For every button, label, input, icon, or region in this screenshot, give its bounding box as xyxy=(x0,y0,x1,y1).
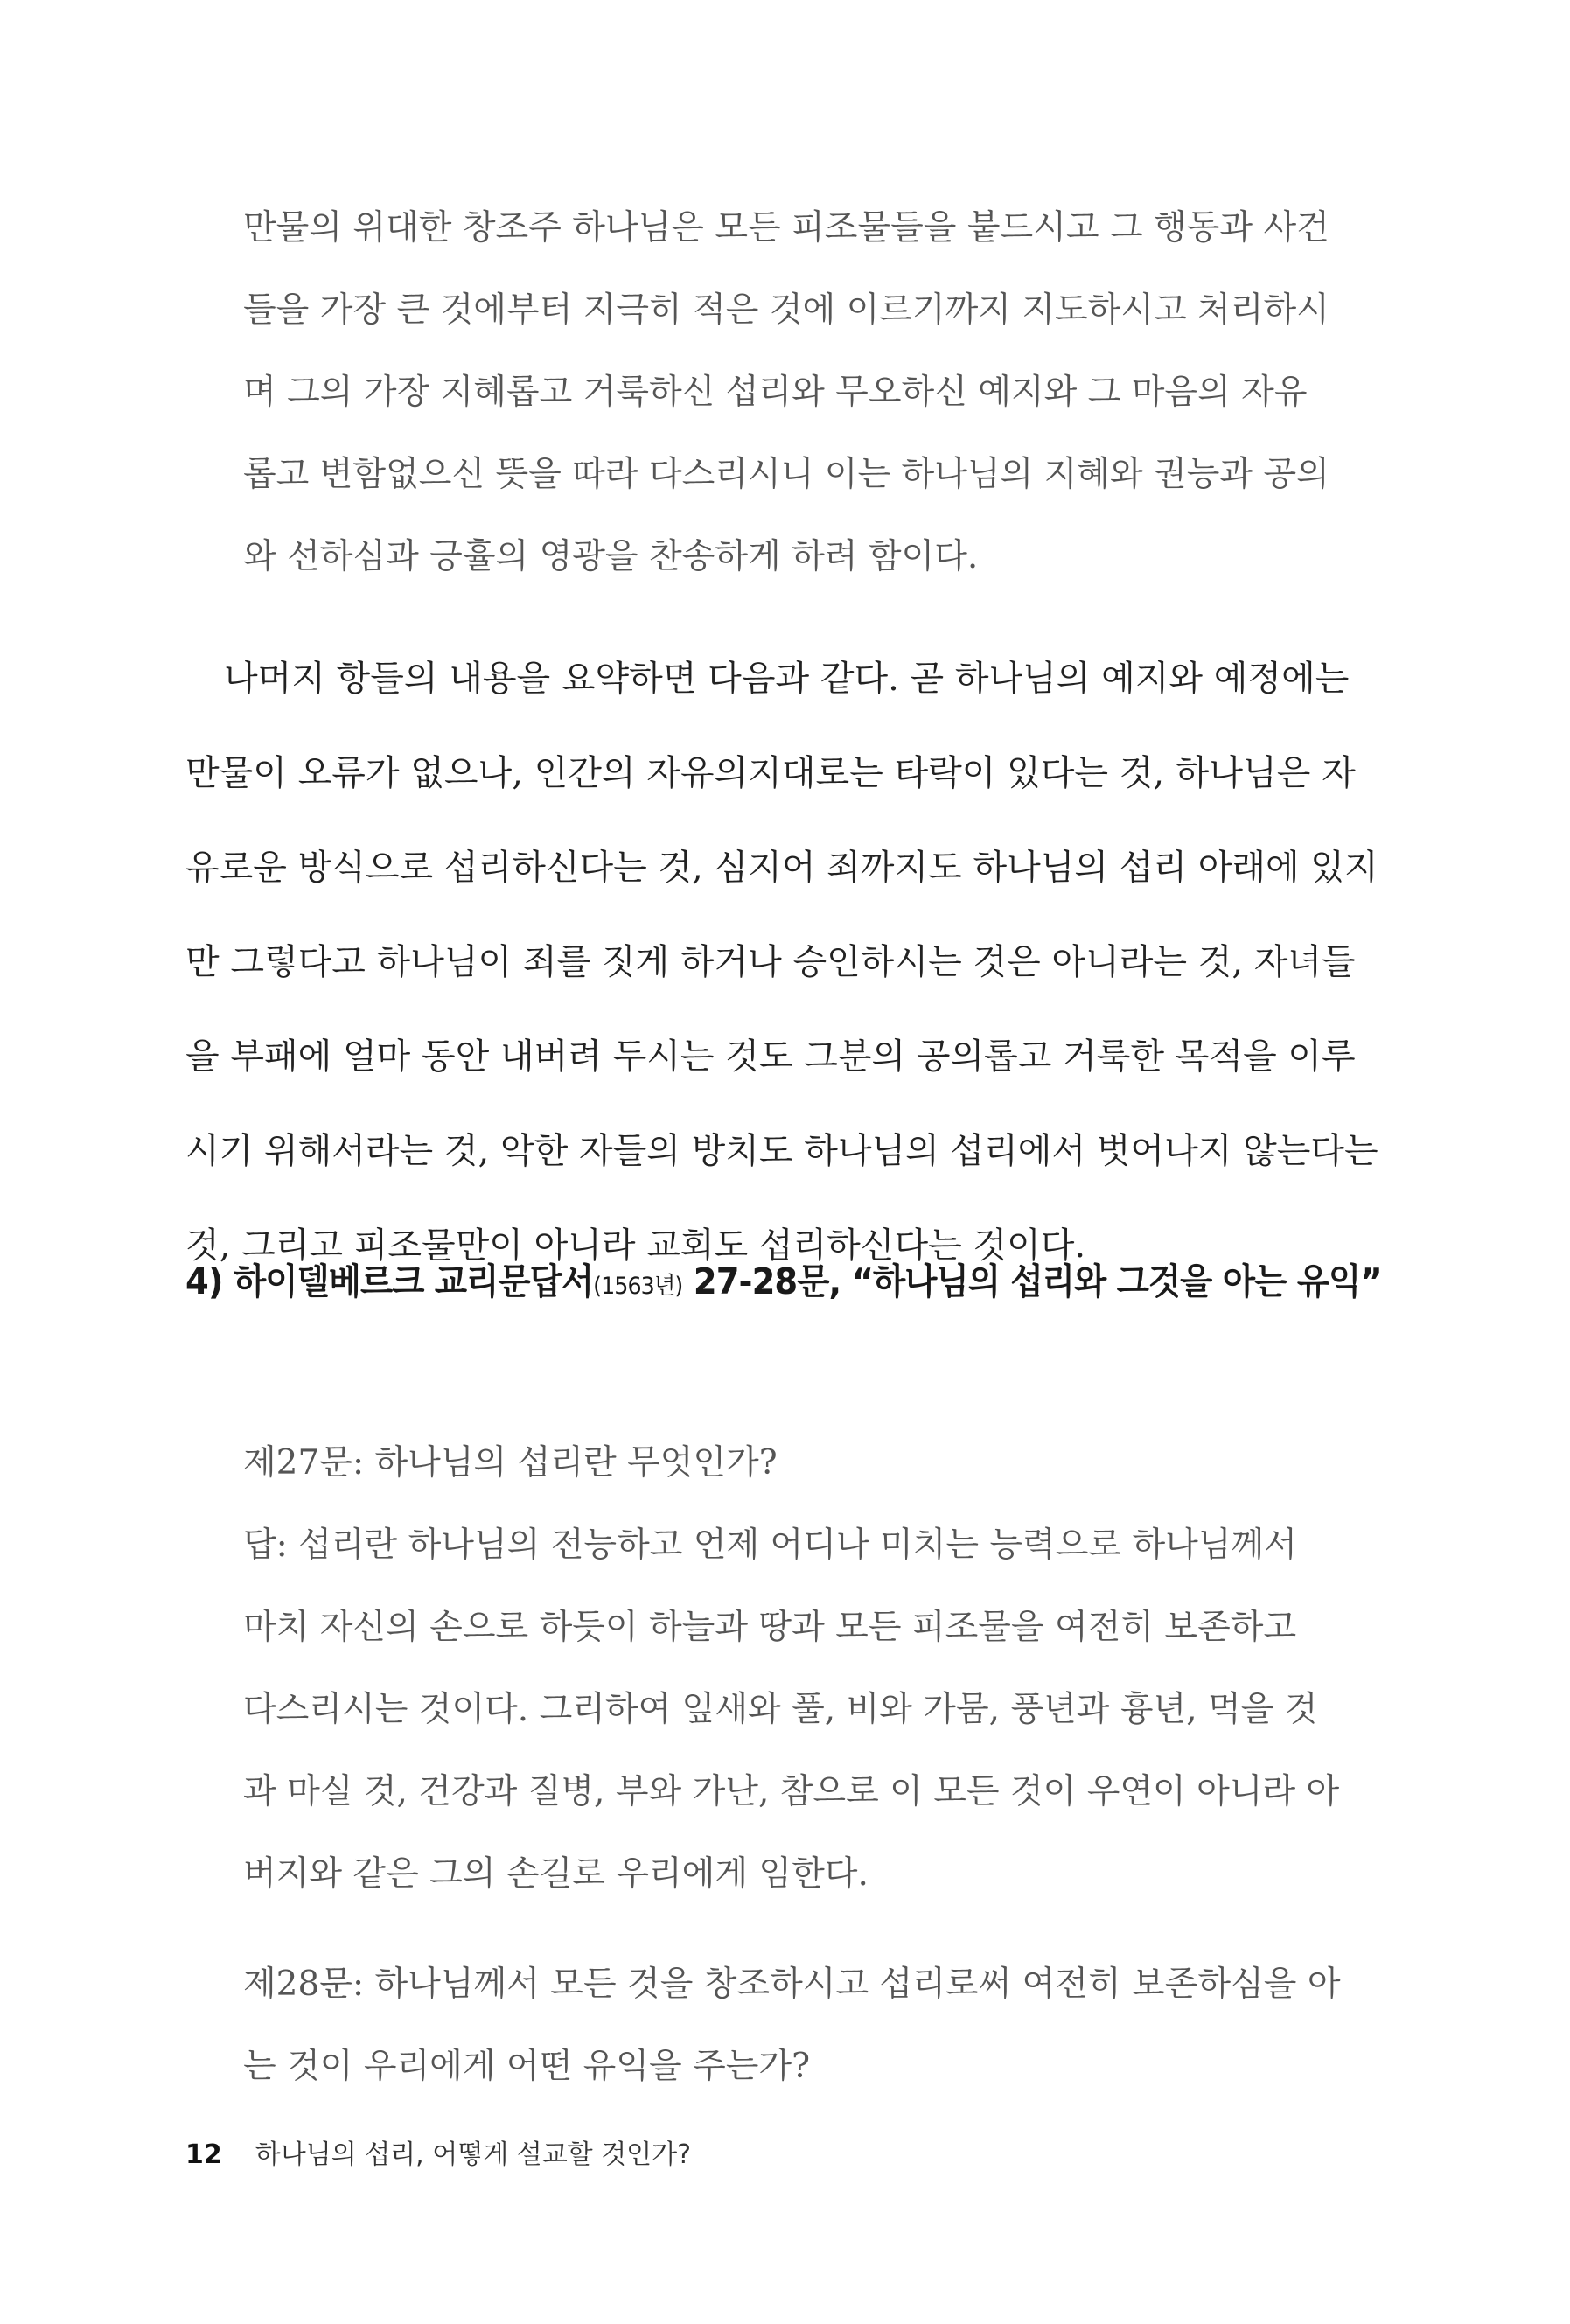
running-title: 하나님의 섭리, 어떻게 설교할 것인가? xyxy=(255,2139,692,2170)
quote-line: 며 그의 가장 지혜롭고 거룩하신 섭리와 무오하신 예지와 그 마음의 자유 xyxy=(243,373,1308,412)
quote-line: 롭고 변함없으신 뜻을 따라 다스리시니 이는 하나님의 지혜와 권능과 공의 xyxy=(243,455,1329,494)
heading-year: (1563년) xyxy=(593,1273,683,1300)
catechism-q27 xyxy=(243,1422,1339,1916)
qa-line: 제27문: 하나님의 섭리란 무엇인가? xyxy=(243,1443,778,1483)
qa-line: 제28문: 하나님께서 모든 것을 창조하시고 섭리로써 여전히 보존하심을 아 xyxy=(243,1965,1341,2004)
paragraph-line: 나머지 항들의 내용을 요약하면 다음과 같다. 곧 하나님의 예지와 예정에는 xyxy=(224,659,1350,699)
qa-line: 는 것이 우리에게 어떤 유익을 주는가? xyxy=(243,2047,811,2086)
confession-quote xyxy=(243,187,1329,598)
quote-line: 들을 가장 큰 것에부터 지극히 적은 것에 이르기까지 지도하시고 처리하시 xyxy=(243,290,1329,330)
page-number: 12 xyxy=(185,2139,222,2170)
catechism-q28 xyxy=(243,1944,1341,2108)
qa-line: 다스리시는 것이다. 그리하여 잎새와 풀, 비와 가뭄, 풍년과 흉년, 먹을 것 xyxy=(243,1690,1318,1729)
heading-title: 4) 하이델베르크 교리문답서 xyxy=(185,1260,594,1302)
qa-line: 마치 자신의 손으로 하듯이 하늘과 땅과 모든 피조물을 여전히 보존하고 xyxy=(243,1608,1297,1647)
paragraph-line: 만 그렇다고 하나님이 죄를 짓게 하거나 승인하시는 것은 아니라는 것, 자녀들 xyxy=(185,942,1356,982)
qa-line: 버지와 같은 그의 손길로 우리에게 임한다. xyxy=(243,1854,869,1894)
page-footer xyxy=(185,2136,691,2174)
paragraph-line: 을 부패에 얼마 동안 내버려 두시는 것도 그분의 공의롭고 거룩한 목적을 이루 xyxy=(185,1036,1356,1077)
paragraph-line: 시기 위해서라는 것, 악한 자들의 방치도 하나님의 섭리에서 벗어나지 않는다는 xyxy=(185,1131,1378,1171)
paragraph-line: 만물이 오류가 없으나, 인간의 자유의지대로는 타락이 있다는 것, 하나님은 자 xyxy=(185,753,1356,793)
paragraph-line: 유로운 방식으로 섭리하신다는 것, 심지어 죄까지도 하나님의 섭리 아래에 있지 xyxy=(185,848,1378,888)
paragraph-line: 것, 그리고 피조물만이 아니라 교회도 섭리하신다는 것이다. xyxy=(185,1225,1086,1266)
quote-line: 와 선하심과 긍휼의 영광을 찬송하게 하려 함이다. xyxy=(243,537,979,576)
qa-line: 답: 섭리란 하나님의 전능하고 언제 어디나 미치는 능력으로 하나님께서 xyxy=(243,1525,1297,1565)
summary-paragraph xyxy=(185,632,1378,1293)
heading-subtitle: 27-28문, “하나님의 섭리와 그것을 아는 유익” xyxy=(682,1260,1382,1302)
quote-line: 만물의 위대한 창조주 하나님은 모든 피조물들을 붙드시고 그 행동과 사건 xyxy=(243,208,1329,248)
section-heading xyxy=(185,1255,1382,1313)
qa-line: 과 마실 것, 건강과 질병, 부와 가난, 참으로 이 모든 것이 우연이 아니라 아 xyxy=(243,1772,1340,1811)
